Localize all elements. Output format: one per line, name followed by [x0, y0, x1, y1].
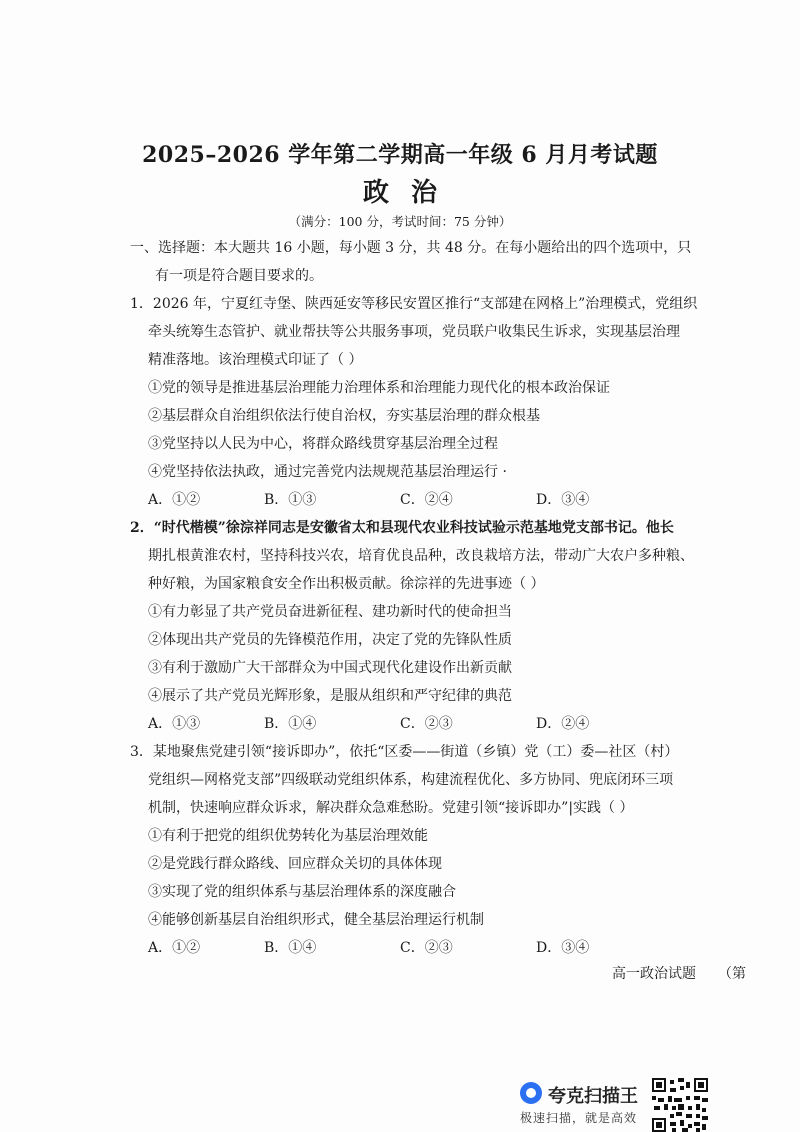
section-instructions-line2: 有一项是符合题目要求的。 [155, 268, 323, 284]
brand-name: 夸克扫描王 [548, 1086, 638, 1107]
question-statement: ①党的领导是推进基层治理能力治理体系和治理能力现代化的根本政治保证 [148, 380, 610, 396]
question-statement: ③党坚持以人民为中心，将群众路线贯穿基层治理全过程 [148, 436, 498, 452]
question-statement: ②基层群众自治组织依法行使自治权，夯实基层治理的群众根基 [148, 408, 540, 424]
qr-code-icon [652, 1078, 708, 1132]
question-stem-line: 党组织—网格党支部”四级联动党组织体系，构建流程优化、多方协同、兜底闭环三项 [148, 772, 674, 788]
scanner-watermark [514, 1076, 650, 1128]
question-stem-line: 2．“时代楷模”徐淙祥同志是安徽省太和县现代农业科技试验示范基地党支部书记。他长 [130, 520, 674, 536]
question-statement: ④展示了共产党员光辉形象，是服从组织和严守纪律的典范 [148, 688, 512, 704]
option-b: B．①③ [264, 492, 317, 508]
question-stem-line: 种好粮，为国家粮食安全作出积极贡献。徐淙祥的先进事迹（ ） [148, 576, 545, 592]
option-a: A．①② [148, 940, 201, 956]
question-statement: ①有力彰显了共产党员奋进新征程、建功新时代的使命担当 [148, 604, 512, 620]
option-d: D．③④ [536, 940, 590, 956]
footer-page-number: （第 [718, 966, 746, 982]
subject-title: 政治 [362, 178, 459, 208]
question-statement: ④能够创新基层自治组织形式，健全基层治理运行机制 [148, 912, 484, 928]
exam-meta: （满分：100 分，考试时间：75 分钟） [288, 214, 512, 229]
question-stem-line: 精准落地。该治理模式印证了（ ） [148, 352, 363, 368]
question-stem-line: 期扎根黄淮农村，坚持科技兴农，培育优良品种，改良栽培方法，带动广大农户多种粮、 [148, 548, 694, 564]
question-statement: ③有利于激励广大干部群众为中国式现代化建设作出新贡献 [148, 660, 512, 676]
option-c: C．②③ [400, 940, 453, 956]
question-statement: ①有利于把党的组织优势转化为基层治理效能 [148, 828, 428, 844]
question-statement: ②体现出共产党员的先锋模范作用，决定了党的先锋队性质 [148, 632, 512, 648]
option-a: A．①② [148, 492, 201, 508]
question-stem-line: 3．某地聚焦党建引领“接诉即办”，依托“区委——街道（乡镇）党（工）委—社区（村） [130, 744, 679, 760]
option-b: B．①④ [264, 716, 317, 732]
option-c: C．②④ [400, 492, 453, 508]
option-b: B．①④ [264, 940, 317, 956]
question-stem-line: 机制，快速响应群众诉求，解决群众急难愁盼。党建引领“接诉即办”|实践（ ） [148, 800, 634, 816]
question-statement: ②是党践行群众路线、回应群众关切的具体体现 [148, 856, 442, 872]
option-d: D．③④ [536, 492, 590, 508]
quark-logo-icon [520, 1082, 542, 1104]
footer-label: 高一政治试题 [612, 966, 696, 982]
section-instructions-line1: 一、选择题：本大题共 16 小题，每小题 3 分，共 48 分。在每小题给出的四个选项中，只 [130, 240, 692, 256]
brand-tagline: 极速扫描，就是高效 [520, 1111, 638, 1125]
question-statement: ③实现了党的组织体系与基层治理体系的深度融合 [148, 884, 456, 900]
option-a: A．①③ [148, 716, 201, 732]
option-c: C．②③ [400, 716, 453, 732]
option-d: D．②④ [536, 716, 590, 732]
question-statement: ④党坚持依法执政，通过完善党内法规规范基层治理运行 · [148, 464, 507, 480]
exam-title: 2025–2026 学年第二学期高一年级 6 月月考试题 [142, 142, 658, 168]
question-stem-line: 牵头统筹生态管护、就业帮扶等公共服务事项，党员联户收集民生诉求，实现基层治理 [148, 324, 680, 340]
question-stem-line: 1．2026 年，宁夏红寺堡、陕西延安等移民安置区推行“支部建在网格上”治理模式，党组织 [130, 296, 698, 312]
